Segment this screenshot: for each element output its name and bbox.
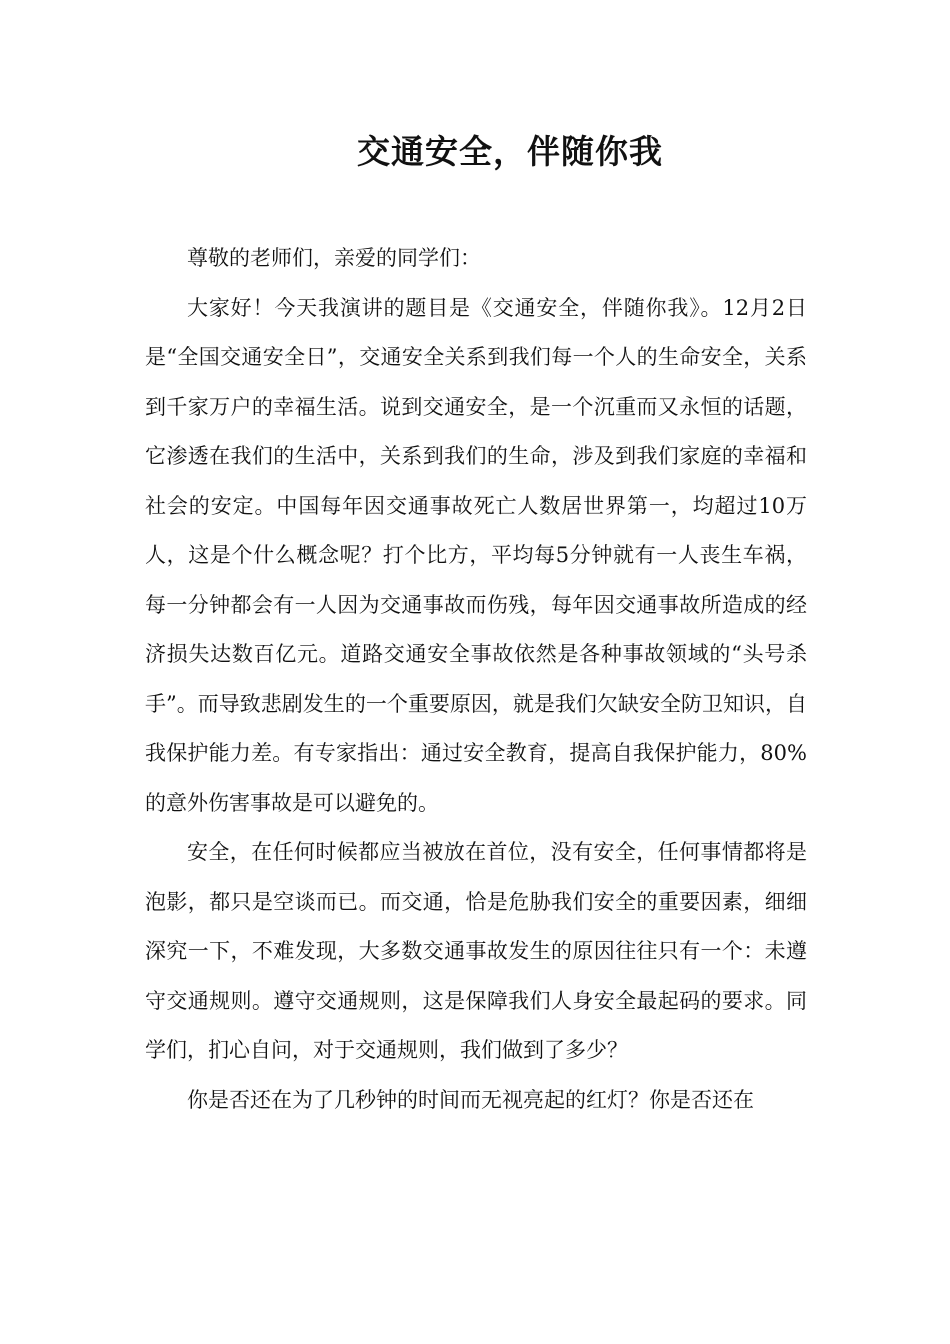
body-paragraph-2: 安全，在任何时候都应当被放在首位，没有安全，任何事情都将是泡影，都只是空谈而已。而交通，恰是危胁我们安全的重要因素，细细深究一下，不难发现，大多数交通事故发生的原因往往只有一个：未遵守交通规则。遵守交通规则，这是保障我们人身安全最起码的要求。同学们，扪心自问，对于交通规则，我们做到了多少？ (145, 840, 807, 1062)
greeting-paragraph: 尊敬的老师们，亲爱的同学们： (187, 246, 481, 270)
body-paragraph-1: 大家好！今天我演讲的题目是《交通安全，伴随你我》。12月2日是“全国交通安全日”，交通安全关系到我们每一个人的生命安全，关系到千家万户的幸福生活。说到交通安全，是一个沉重而又永恒的话题，它渗透在我们的生活中，关系到我们的生命，涉及到我们家庭的幸福和社会的安定。中国每年因交通事故死亡人数居世界第一，均超过10万人，这是个什么概念呢？打个比方，平均每5分钟就有一人丧生车祸，每一分钟都会有一人因为交通事故而伤残，每年因交通事故所造成的经济损失达数百亿元。道路交通安全事故依然是各种事故领域的“头号杀手”。而导致悲剧发生的一个重要原因，就是我们欠缺安全防卫知识，自我保护能力差。有专家指出：通过安全教育，提高自我保护能力，80%的意外伤害事故是可以避免的。 (145, 295, 807, 815)
body-paragraph-3: 你是否还在为了几秒钟的时间而无视亮起的红灯？你是否还在 (187, 1087, 754, 1112)
document-body (145, 234, 807, 1125)
document-title: 交通安全，伴随你我 (357, 132, 663, 171)
